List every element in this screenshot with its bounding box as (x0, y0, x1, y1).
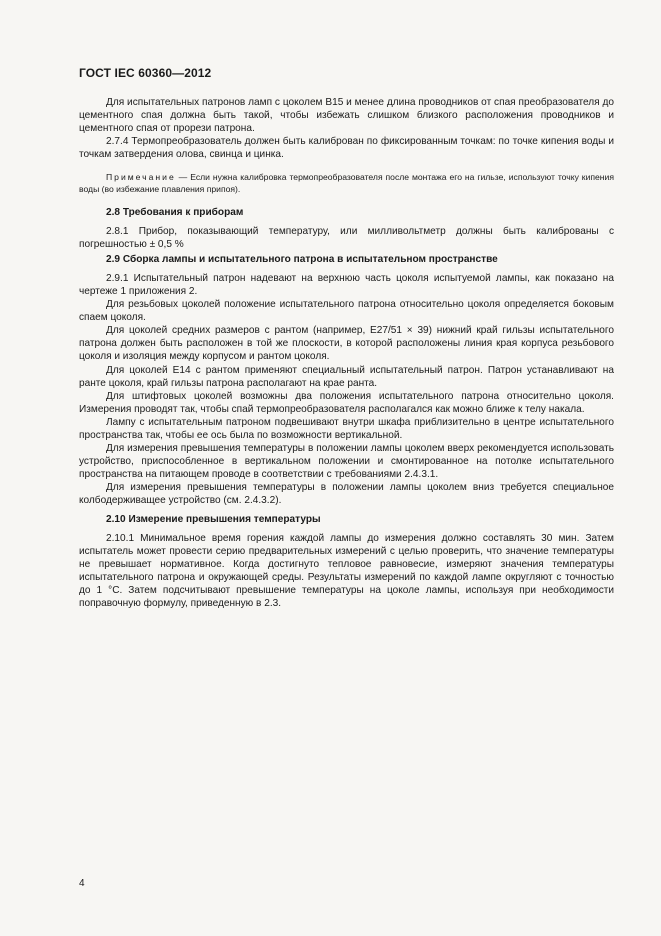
paragraph-2-8-1: 2.8.1 Прибор, показывающий температуру, или милливольтметр должны быть калиброваны с погрешностью ± 0,5 % (79, 225, 614, 250)
paragraph-e14-bases: Для цоколей Е14 с рантом применяют специальный испытательный патрон. Патрон устанавливают на ранте цоколя, край гильзы патрона располагают на крае ранта. (79, 364, 614, 389)
paragraph-conductors: Для испытательных патронов ламп с цоколем В15 и менее длина проводников от спая преобразователя до цементного спая должна быть такой, чтобы избежать слишком близкого расположения проводников и цементного спая от прорези патрона. (79, 97, 614, 135)
heading-2-10: 2.10 Измерение превышения температуры (106, 513, 321, 525)
paragraph-cap-down: Для измерения превышения температуры в положении лампы цоколем вниз требуется специальное колбодерживащее устройство (см. 2.4.3.2). (79, 482, 614, 507)
paragraph-medium-bases: Для цоколей средних размеров с рантом (например, Е27/51 × 39) нижний край гильзы испытательного патрона должен быть расположен в той же плоскости, в которой расположены линия края корпуса резьбового цоколя и изоляция между корпусом и рантом цоколя. (79, 325, 614, 363)
note-label: Примечание (106, 172, 176, 183)
heading-2-9: 2.9 Сборка лампы и испытательного патрона в испытательном пространстве (106, 253, 498, 265)
paragraph-threaded-bases: Для резьбовых цоколей положение испытательного патрона относительно цоколя определяется боковым спаем цоколя. (79, 299, 614, 324)
heading-2-8: 2.8 Требования к приборам (106, 207, 244, 219)
document-body (79, 96, 614, 610)
paragraph-cap-up: Для измерения превышения температуры в положении лампы цоколем вверх рекомендуется использовать устройство, приспособленное в вертикальном положении и смонтированное на потолке испытательного пространства на питающем проводе в соответствии с требованиями 2.4.3.1. (79, 443, 614, 481)
note (79, 171, 614, 195)
note-text: — Если нужна калибровка термопреобразователя после монтажа его на гильзе, используют точку кипения воды (во избежание плавления припоя). (79, 172, 614, 195)
paragraph-pin-bases: Для штифтовых цоколей возможны два положения испытательного патрона относительно цоколя. Измерения проводят так, чтобы спай термопреобразователя располагался как можно ближе к телу накала. (79, 390, 614, 415)
paragraph-2-7-4: 2.7.4 Термопреобразователь должен быть калиброван по фиксированным точкам: по точке кипения воды и точкам затвердения олова, свинца и цинка. (79, 136, 614, 161)
page-number: 4 (79, 878, 85, 889)
paragraph-lamp-suspension: Лампу с испытательным патроном подвешивают внутри шкафа приблизительно в центре испытательного пространства так, чтобы ее ось была по возможности вертикальной. (79, 416, 614, 441)
paragraph-2-9-1: 2.9.1 Испытательный патрон надевают на верхнюю часть цоколя испытуемой лампы, как показано на чертеже 1 приложения 2. (79, 272, 614, 297)
document-header: ГОСТ IEC 60360—2012 (79, 66, 212, 80)
paragraph-2-10-1: 2.10.1 Минимальное время горения каждой лампы до измерения должно составлять 30 мин. Затем испытатель может провести серию предварительных измерений с целью проверить, что значение температуры не превышает нормативное. Когда достигнуто тепловое равновесие, измеряют значения температуры испытательного патрона и окружающей среды. Результаты измерений по каждой лампе округляют с точностью до 1 °С. Затем подсчитывают превышение температуры на цоколе лампы, используя при необходимости поправочную формулу, приведенную в 2.3. (79, 532, 614, 610)
